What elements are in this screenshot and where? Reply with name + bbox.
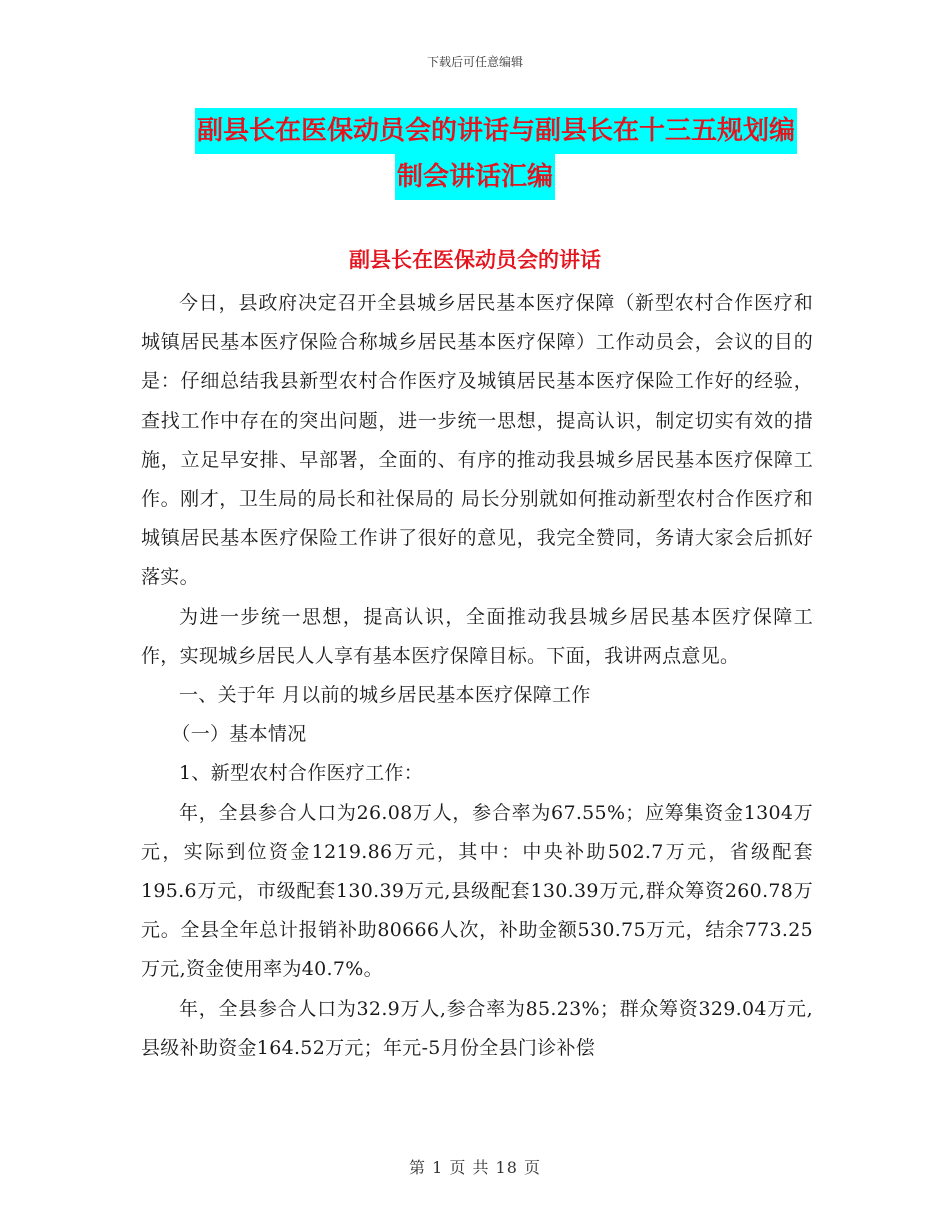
document-title [0, 108, 950, 200]
paragraph-opinions: 为进一步统一思想，提高认识，全面推动我县城乡居民基本医疗保障工作，实现城乡居民人人享有基本医疗保障目标。下面，我讲两点意见。 [141, 605, 813, 667]
document-title-line-1: 副县长在医保动员会的讲话与副县长在十三五规划编 [195, 108, 797, 154]
document-body [141, 284, 813, 1068]
heading-part-one: 一、关于年 月以前的城乡居民基本医疗保障工作 [179, 684, 591, 707]
paragraph-intro: 今日，县政府决定召开全县城乡居民基本医疗保障（新型农村合作医疗和城镇居民基本医疗保险合称城乡居民基本医疗保障）工作动员会，会议的目的是：仔细总结我县新型农村合作医疗及城镇居民基本医疗保险工作好的经验，查找工作中存在的突出问题，进一步统一思想，提高认识，制定切实有效的措施，立足早安排、早部署，全面的、有序的推动我县城乡居民基本医疗保障工作。刚才，卫生局的局长和社保局的 局长分别就如何推动新型农村合作医疗和城镇居民基本医疗保险工作讲了很好的意见，我完全赞同，务请大家会后抓好落实。 [141, 292, 813, 589]
paragraph-year-stats-2: 年，全县参合人口为32.9万人,参合率为85.23%；群众筹资329.04万元,县级补助资金164.52万元；年元-5月份全县门诊补偿 [141, 997, 813, 1059]
page-footer: 第 1 页 共 18 页 [409, 1158, 541, 1177]
heading-rural-cooperative: 1、新型农村合作医疗工作： [179, 762, 423, 785]
paragraph-year-stats-1: 年，全县参合人口为26.08万人，参合率为67.55%；应筹集资金1304万元，实际到位资金1219.86万元，其中：中央补助502.7万元，省级配套195.6万元，市级配套130.39万元,县级配套130.39万元,群众筹资260.78万元。全县全年总计报销补助80666人次，补助金额530.75万元，结余773.25万元,资金使用率为40.7%。 [141, 801, 813, 981]
document-title-line-2: 制会讲话汇编 [395, 154, 555, 200]
header-note: 下载后可任意编辑 [426, 55, 523, 69]
section-title: 副县长在医保动员会的讲话 [349, 248, 601, 272]
heading-basic-situation: （一）基本情况 [171, 723, 307, 746]
